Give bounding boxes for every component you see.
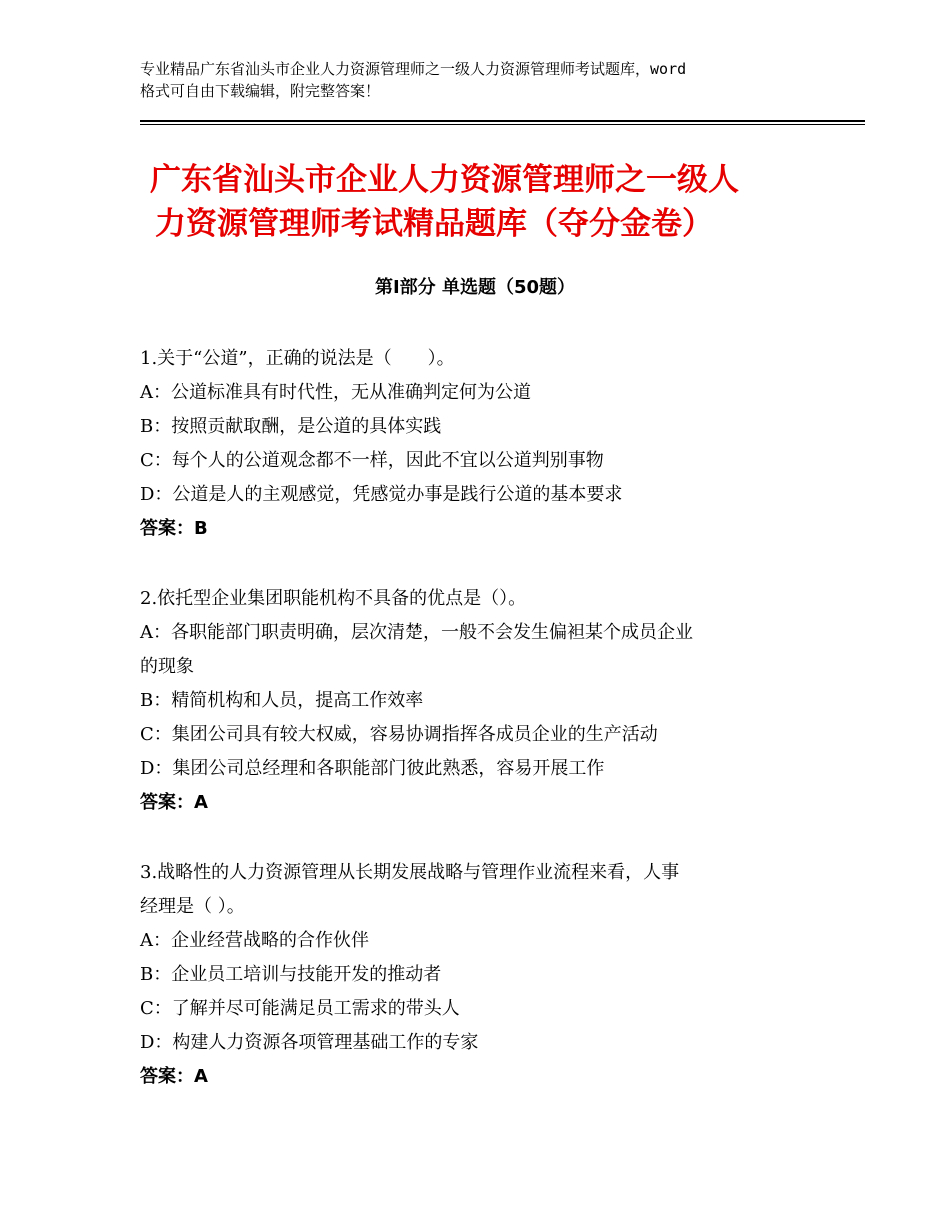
answer-option: D：构建人力资源各项管理基础工作的专家 xyxy=(140,1032,479,1053)
answer-option: C：每个人的公道观念都不一样，因此不宜以公道判别事物 xyxy=(140,450,604,471)
question-block xyxy=(140,856,820,1094)
answer-option: 的现象 xyxy=(140,656,194,677)
header-note xyxy=(140,58,830,102)
title-line: 广东省汕头市企业人力资源管理师之一级人 xyxy=(150,162,739,198)
question-list xyxy=(140,342,820,1130)
answer-option: D：集团公司总经理和各职能部门彼此熟悉，容易开展工作 xyxy=(140,758,605,779)
answer-option: A：各职能部门职责明确，层次清楚，一般不会发生偏袒某个成员企业 xyxy=(140,622,693,643)
answer-option: A：企业经营战略的合作伙伴 xyxy=(140,930,369,951)
answer-option: B：精简机构和人员，提高工作效率 xyxy=(140,690,424,711)
document-title xyxy=(150,158,830,246)
answer-key: 答案：A xyxy=(140,792,208,813)
answer-option: A：公道标准具有时代性，无从准确判定何为公道 xyxy=(140,382,531,403)
header-divider-thick xyxy=(140,120,865,122)
answer-option: B：按照贡献取酬，是公道的具体实践 xyxy=(140,416,442,437)
header-divider-thin xyxy=(140,124,865,125)
answer-option: D：公道是人的主观感觉，凭感觉办事是践行公道的基本要求 xyxy=(140,484,623,505)
question-stem: 3.战略性的人力资源管理从长期发展战略与管理作业流程来看，人事 xyxy=(140,862,680,883)
header-note-line: 格式可自由下载编辑，附完整答案！ xyxy=(140,82,381,100)
question-stem: 经理是（ ）。 xyxy=(140,896,245,917)
question-stem: 2.依托型企业集团职能机构不具备的优点是（）。 xyxy=(140,588,527,609)
answer-key: 答案：B xyxy=(140,518,208,539)
question-stem: 1.关于“公道”，正确的说法是（ ）。 xyxy=(140,348,455,369)
answer-option: B：企业员工培训与技能开发的推动者 xyxy=(140,964,442,985)
title-line: 力资源管理师考试精品题库（夺分金卷） xyxy=(155,206,713,242)
header-note-line: 专业精品广东省汕头市企业人力资源管理师之一级人力资源管理师考试题库，word xyxy=(140,60,687,78)
question-block xyxy=(140,342,820,546)
answer-option: C：集团公司具有较大权威，容易协调指挥各成员企业的生产活动 xyxy=(140,724,658,745)
question-block xyxy=(140,582,820,820)
section-heading: 第Ⅰ部分 单选题（50题） xyxy=(374,277,575,298)
answer-key: 答案：A xyxy=(140,1066,208,1087)
answer-option: C：了解并尽可能满足员工需求的带头人 xyxy=(140,998,460,1019)
